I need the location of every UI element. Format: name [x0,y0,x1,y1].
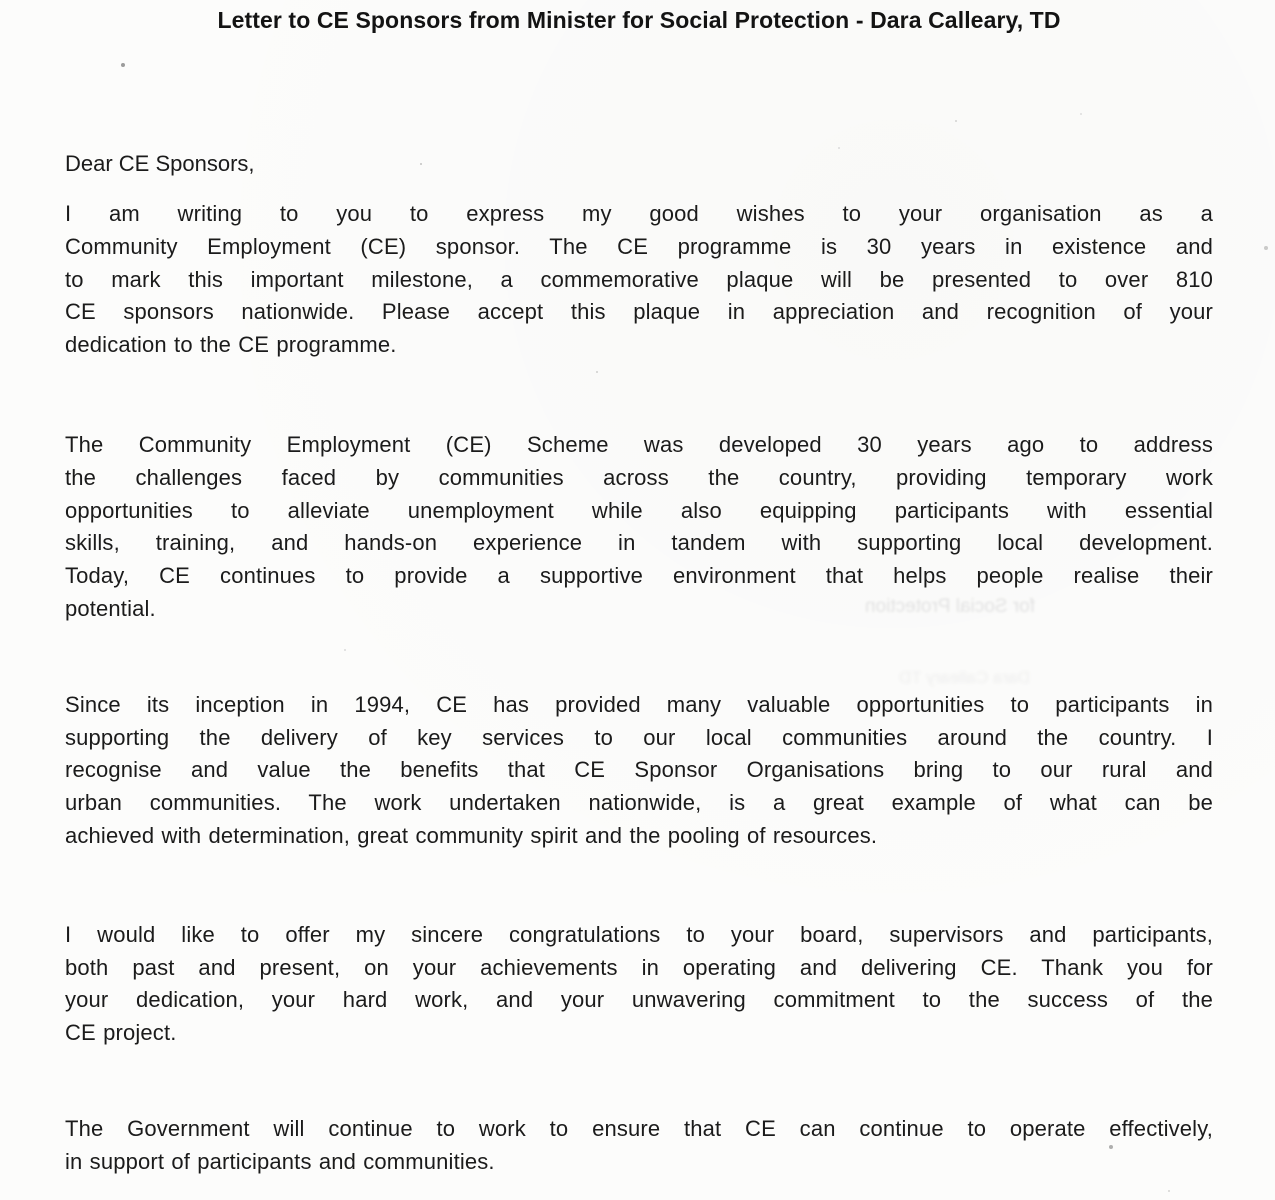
text-line: your dedication, your hard work, and your unwavering commitment to the success of the [65,987,1213,1013]
text-line: The Community Employment (CE) Scheme was developed 30 years ago to address [65,431,1213,457]
paragraph-1 [65,198,1213,362]
text-line: urban communities. The work undertaken nationwide, is a great example of what can be [65,790,1213,816]
paragraph-5 [65,1113,1213,1179]
text-line: The Government will continue to work to ensure that CE can continue to operate effectively, [65,1115,1213,1141]
paragraph-2 [65,429,1213,626]
text-line: dedication to the CE programme. [65,332,397,358]
text-line: recognise and value the benefits that CE Sponsor Organisations bring to our rural and [65,757,1213,783]
paragraph-3 [65,689,1213,853]
text-line: potential. [65,595,156,621]
text-line: skills, training, and hands-on experience in tandem with supporting local development. [65,530,1213,556]
bleed-through-artifact-2: Dara Calleary TD [898,668,1030,687]
salutation: Dear CE Sponsors, [65,151,255,176]
text-line: CE project. [65,1020,177,1046]
text-line: opportunities to alleviate unemployment while also equipping participants with essential [65,497,1213,523]
text-line: in support of participants and communities. [65,1148,495,1174]
text-line: I would like to offer my sincere congratulations to your board, supervisors and participants, [65,921,1213,947]
text-line: supporting the delivery of key services to our local communities around the country. I [65,724,1213,750]
text-line: the challenges faced by communities across the country, providing temporary work [65,464,1213,490]
text-line: I am writing to you to express my good wishes to your organisation as a [65,201,1213,226]
paragraph-4 [65,919,1213,1050]
scan-speck [0,0,2,2]
text-line: achieved with determination, great community spirit and the pooling of resources. [65,822,878,848]
text-line: CE sponsors nationwide. Please accept this plaque in appreciation and recognition of your [65,299,1213,325]
document-title: Letter to CE Sponsors from Minister for Social Protection - Dara Calleary, TD [217,7,1061,33]
text-line: to mark this important milestone, a commemorative plaque will be presented to over 810 [65,266,1213,292]
bleed-through-artifact: for Social Protection [864,596,1035,617]
text-line: Today, CE continues to provide a supportive environment that helps people realise their [65,563,1213,589]
text-line: Community Employment (CE) sponsor. The CE programme is 30 years in existence and [65,233,1213,259]
text-line: both past and present, on your achievements in operating and delivering CE. Thank you for [65,954,1213,980]
text-line: Since its inception in 1994, CE has provided many valuable opportunities to participants in [65,691,1213,717]
